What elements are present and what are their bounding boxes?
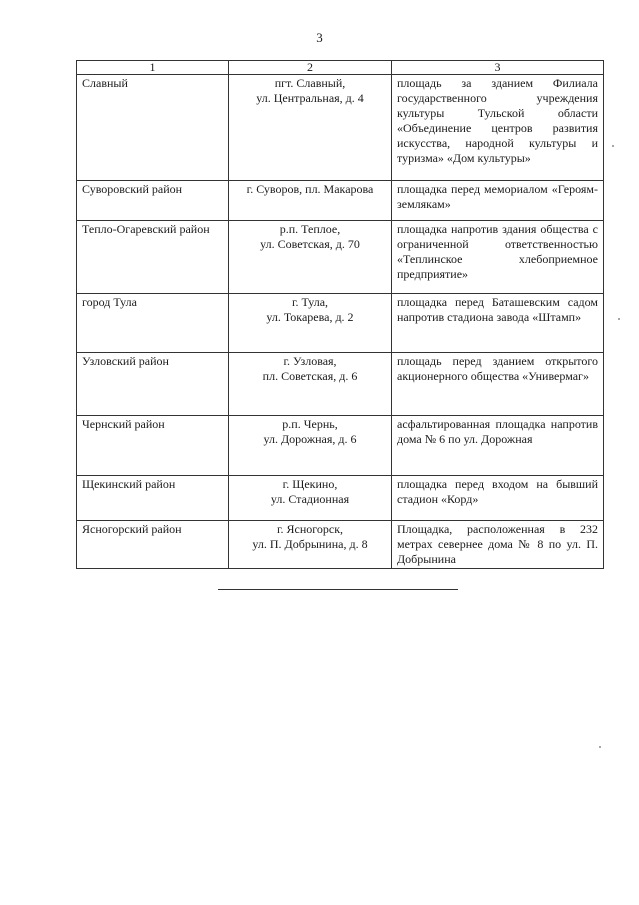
address-line: р.п. Чернь, (282, 417, 338, 431)
address-line: пл. Советская, д. 6 (262, 369, 358, 383)
table-row (77, 294, 604, 353)
table-row (77, 353, 604, 416)
location-cell: площадь перед зданием открытого акционерного общества «Универмаг» (392, 353, 604, 416)
district-cell: Щекинский район (77, 476, 229, 521)
location-cell: площадка перед Баташевским садом напротив стадиона завода «Штамп» (392, 294, 604, 353)
district-cell: Узловский район (77, 353, 229, 416)
locations-table (76, 60, 604, 569)
table-row (77, 416, 604, 476)
address-line: ул. П. Добрынина, д. 8 (252, 537, 368, 551)
district-cell: Тепло-Огаревский район (77, 221, 229, 294)
table-header-row (77, 61, 604, 75)
location-cell: площадка перед мемориалом «Героям-землякам» (392, 181, 604, 221)
address-cell (229, 521, 392, 569)
table-row (77, 476, 604, 521)
district-cell: Ясногорский район (77, 521, 229, 569)
address-cell (229, 75, 392, 181)
address-line: ул. Токарева, д. 2 (266, 310, 354, 324)
column-header: 2 (229, 61, 392, 75)
address-cell (229, 416, 392, 476)
address-cell (229, 353, 392, 416)
table-row (77, 521, 604, 569)
address-line: г. Ясногорск, (276, 522, 344, 536)
address-line: р.п. Теплое, (279, 222, 341, 236)
table-row (77, 181, 604, 221)
address-line: ул. Стадионная (270, 492, 350, 506)
district-cell: Суворовский район (77, 181, 229, 221)
column-header: 3 (392, 61, 604, 75)
column-header: 1 (77, 61, 229, 75)
address-line: ул. Советская, д. 70 (260, 237, 360, 251)
address-line: г. Узловая, (283, 354, 337, 368)
address-line: г. Суворов, пл. Макарова (246, 182, 374, 196)
district-cell: Чернский район (77, 416, 229, 476)
district-cell: город Тула (77, 294, 229, 353)
address-line: г. Тула, (291, 295, 329, 309)
district-cell: Славный (77, 75, 229, 181)
scan-speck (612, 145, 614, 147)
address-cell (229, 221, 392, 294)
address-cell (229, 294, 392, 353)
location-cell: площадка напротив здания общества с ограниченной ответственностью «Теплинское хлебоприемное предприятие» (392, 221, 604, 294)
location-cell: асфальтированная площадка напротив дома № 6 по ул. Дорожная (392, 416, 604, 476)
address-cell (229, 476, 392, 521)
scan-speck (618, 318, 620, 320)
table-row (77, 221, 604, 294)
address-cell (229, 181, 392, 221)
location-cell: Площадка, расположенная в 232 метрах севернее дома № 8 по ул. П. Добрынина (392, 521, 604, 569)
table-row (77, 75, 604, 181)
location-cell: площадка перед входом на бывший стадион «Корд» (392, 476, 604, 521)
location-cell: площадь за зданием Филиала государственного учреждения культуры Тульской области «Объединение центров развития искусства, народной культуры и туризма» «Дом культуры» (392, 75, 604, 181)
page-number: 3 (316, 30, 323, 45)
address-line: г. Щекино, (282, 477, 338, 491)
address-line: ул. Центральная, д. 4 (256, 91, 364, 105)
address-line: ул. Дорожная, д. 6 (263, 432, 357, 446)
address-line: пгт. Славный, (274, 76, 346, 90)
end-of-document-rule (218, 589, 458, 590)
scan-speck (599, 746, 601, 748)
